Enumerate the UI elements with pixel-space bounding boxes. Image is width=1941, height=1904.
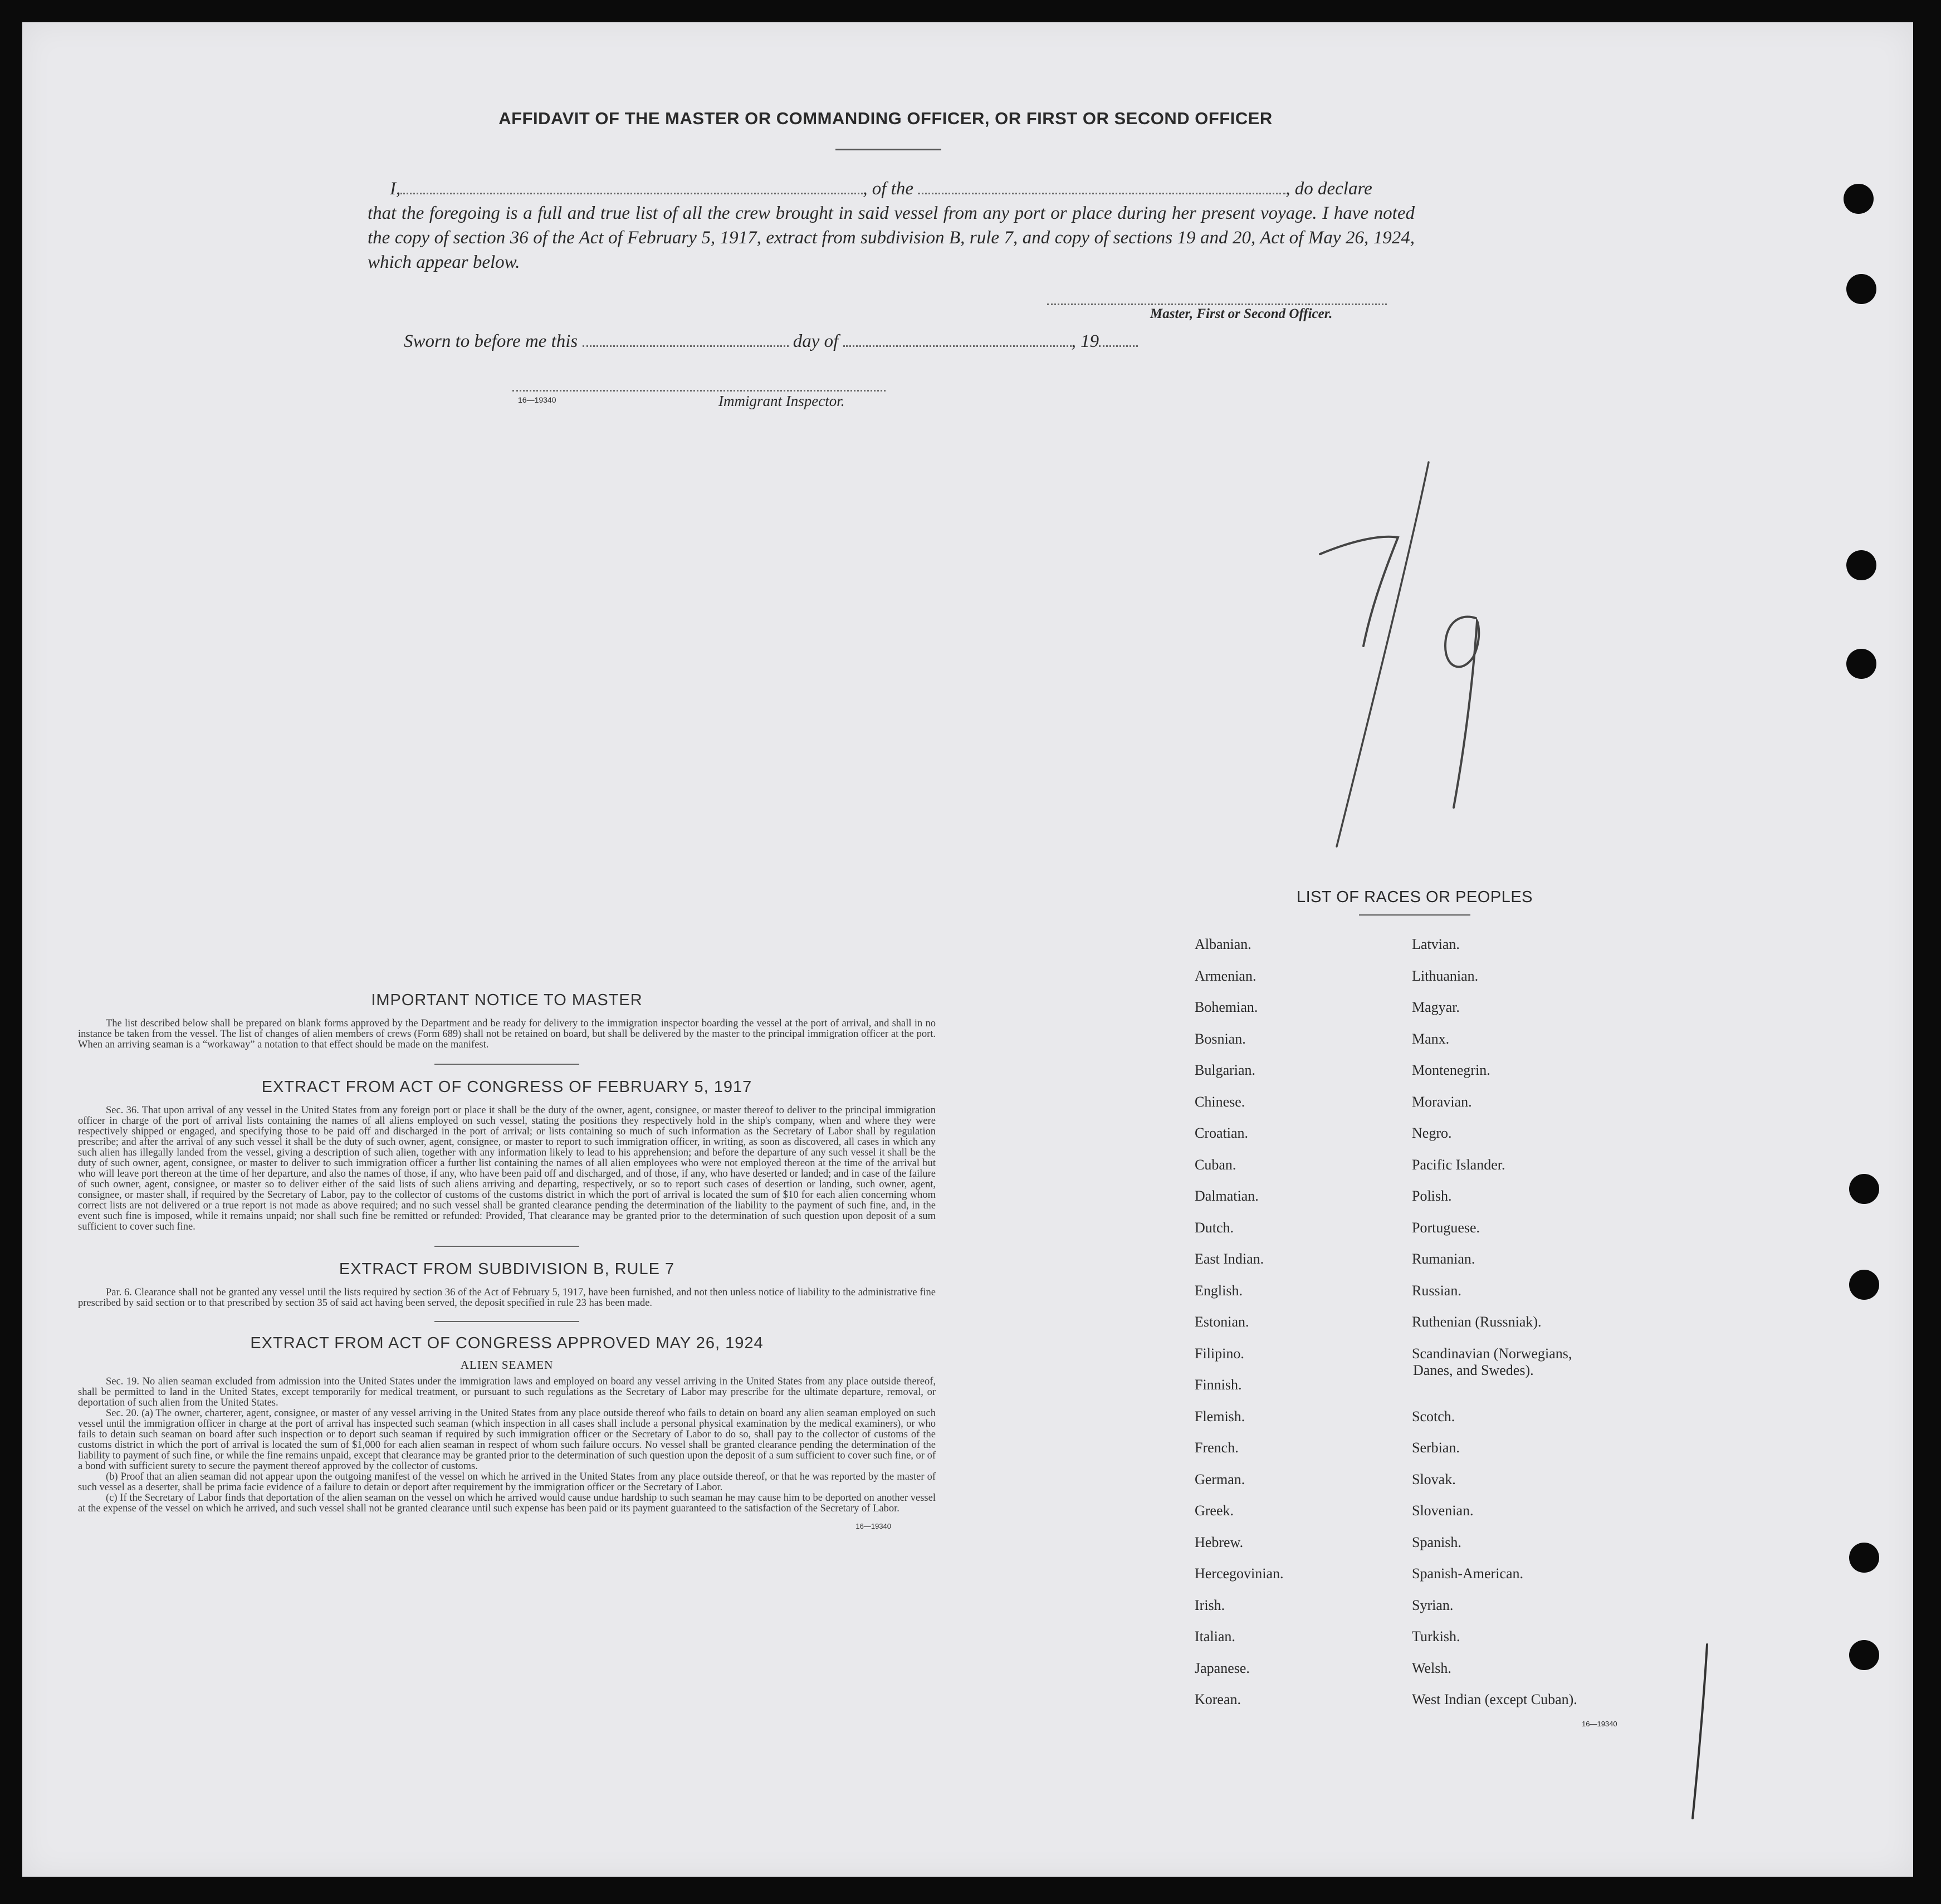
races-title: LIST OF RACES OR PEOPLES [1296,888,1533,906]
race-item: Chinese. [1195,1093,1245,1110]
race-item: French. [1195,1440,1239,1456]
race-item: Bosnian. [1195,1030,1246,1047]
race-item: Spanish-American. [1412,1565,1524,1582]
form-code: 16—19340 [518,395,556,404]
race-item: Latvian. [1412,936,1460,952]
race-item: East Indian. [1195,1251,1264,1267]
race-item: Bulgarian. [1195,1062,1256,1078]
races-right-column [1412,936,1577,1723]
inspector-signature-line[interactable] [512,390,886,391]
section-20b: (b) Proof that an alien seaman did not appear upon the outgoing manifest of the vessel on which he arrived in the United States from any place outside thereof, or that he was reported by the master of such vessel as a deserter, shall be prima facie evidence of a failure to detain or deport after requirement by the immigration officer or the Secretary of Labor. [78,1471,936,1493]
affidavit-of-the: , of the [863,179,913,199]
race-item: Ruthenian (Russniak). [1412,1314,1542,1330]
extract-1924-text [78,1377,936,1514]
race-item: Albanian. [1195,936,1251,952]
inspector-label: Immigrant Inspector. [718,393,845,409]
sworn-month-field[interactable] [843,345,1072,347]
race-item: Hercegovinian. [1195,1565,1284,1582]
race-item: Cuban. [1195,1156,1236,1173]
divider [434,1064,579,1065]
extract-1917-text [78,1105,936,1232]
races-list [1164,888,1665,1728]
race-item: Danes, and Swedes). [1413,1362,1534,1378]
race-item: West Indian (except Cuban). [1412,1691,1577,1707]
race-item: Japanese. [1195,1660,1250,1676]
race-item: Irish. [1195,1597,1225,1613]
sworn-day-field[interactable] [583,345,789,347]
races-left-column [1195,936,1284,1723]
race-item: Rumanian. [1412,1251,1475,1267]
race-item: Serbian. [1412,1440,1460,1456]
section-20c: (c) If the Secretary of Labor finds that deportation of the alien seaman on the vessel on which he arrived would cause undue hardship to such seaman he may cause him to be deported on another vessel at the expense of the vessel on which he arrived, and such vessel shall not be granted clearance until such expense has been paid or its payment guaranteed to the satisfaction of the Secretary of Labor. [78,1492,936,1514]
race-item: Flemish. [1195,1408,1245,1425]
punch-hole [1849,1640,1879,1670]
affidavit-i: I, [390,179,401,199]
race-item: Finnish. [1195,1377,1242,1393]
affidavit-title: AFFIDAVIT OF THE MASTER OR COMMANDING OFFICER, OR FIRST OR SECOND OFFICER [498,109,1273,128]
punch-hole [1844,184,1874,214]
race-item: Scandinavian (Norwegians, [1412,1345,1572,1362]
affidavit-declare: , do declare [1285,179,1372,199]
punch-hole [1849,1174,1879,1204]
form-code: 16—19340 [1582,1720,1617,1728]
race-item: English. [1195,1282,1243,1299]
handwritten-fraction [1303,446,1537,869]
vessel-field[interactable] [918,193,1285,194]
punch-hole [1846,649,1876,679]
race-item: Magyar. [1412,999,1460,1015]
race-item: Scotch. [1412,1408,1455,1425]
race-item: Montenegrin. [1412,1062,1490,1078]
notice-title: IMPORTANT NOTICE TO MASTER [371,991,643,1009]
race-item: Dalmatian. [1195,1188,1259,1204]
race-item: Lithuanian. [1412,967,1479,984]
alien-seamen-subtitle: ALIEN SEAMEN [460,1358,554,1372]
sworn-year-field[interactable] [1099,345,1138,347]
race-item: Filipino. [1195,1345,1244,1362]
race-item: Moravian. [1412,1093,1472,1110]
sworn-prefix: Sworn to before me this [404,331,578,351]
paragraph-6: Par. 6. Clearance shall not be granted any vessel until the lists required by section 36 of the Act of February 5, 1917, have been furnished, and not then unless notice of liability to the administrative fine prescribed by said section or to that prescribed by section 35 of said act having been served, the deposit specified in rule 23 has been made. [78,1287,936,1309]
notice-text [78,1019,936,1050]
form-code: 16—19340 [855,1522,891,1530]
name-field[interactable] [400,193,863,194]
race-item: German. [1195,1471,1245,1487]
section-19: Sec. 19. No alien seaman excluded from admission into the United States under the immigration laws and employed on board any vessel arriving in the United States from any place outside thereof, shall be permitted to land in the United States, except temporarily for medical treatment, or pursuant to such regulations as the Secretary of Labor may prescribe for the ultimate departure, removal, or deportation of such alien from the United States. [78,1376,936,1408]
section-20a: Sec. 20. (a) The owner, charterer, agent, consignee, or master of any vessel arriving in the United States from any place outside thereof who fails to detain on board any alien seaman employed on such vessel until the immigration officer in charge at the port of arrival has inspected such seaman (which inspection in all cases shall include a personal physical examination by the medical examiners), or who fails to detain such seaman on board after such inspection or to deport such seaman if required by such immigration officer or the Secretary of Labor to do so, shall pay to the collector of customs of the customs district in which the port of arrival is located the sum of $1,000 for each alien seaman in respect of whom such failure occurs. No vessel shall be granted clearance pending the determination of the liability to payment of such fine, or while the fine remains unpaid, except that clearance may be granted prior to the determination of such question upon the deposit of a sum sufficient to cover such fine, or of a bond with sufficient surety to secure the payment thereof approved by the collector of customs. [78,1408,936,1472]
punch-hole [1849,1270,1879,1300]
divider [835,149,941,150]
section-36: Sec. 36. That upon arrival of any vessel in the United States from any foreign port or place it shall be the duty of the owner, agent, consignee, or master thereof to deliver to the principal immigration officer in charge of the port of arrival lists containing the names of all aliens employed on such vessel, stating the positions they respectively hold in the ship's company, when and where they were respectively shipped or engaged, and specifying those to be paid off and discharged in the port of arrival; or lists containing so much of such information as the Secretary of Labor shall by regulation prescribe; and after the arrival of any such vessel it shall be the duty of such owner, agent, consignee, or master to report to such immigration officer, in writing, as soon as discovered, all cases in which any such alien has illegally landed from the vessel, giving a description of such alien, together with any information likely to lead to his apprehension; and before the departure of any such vessel it shall be the duty of such owner, agent, consignee, or master to deliver to such immigration officer a further list containing the names of all alien employees who were not employed thereon at the time of the arrival but who will leave port thereon at the time of her departure, and also the names of those, if any, who have been paid off and discharged, and of those, if any, who have deserted or landed; and in case of the failure of such owner, agent, consignee, or master so to deliver either of the said lists of such aliens arriving and departing, respectively, or so to report such cases of desertion or landing, such owner, agent, consignee, or master shall, if required by the Secretary of Labor, pay to the collector of customs of the customs district in which the port of arrival is located the sum of $10 for each alien concerning whom correct lists are not delivered or a true report is not made as above required; and no such vessel shall be granted clearance pending the determination of the liability to the payment of such fine, and, in the event such fine is imposed, while it remains unpaid; nor shall such fine be remitted or refunded: Provided, That clearance may be granted prior to the determination of such question upon deposit of a sum sufficient to cover such fine. [78,1105,936,1232]
race-item: Welsh. [1412,1660,1451,1676]
race-item: Italian. [1195,1628,1235,1644]
affidavit-body: that the foregoing is a full and true list of all the crew brought in said vessel from any port or place during her present voyage. I have noted the copy of section 36 of the Act of February 5, 1917, extract from subdivision B, rule 7, and copy of sections 19 and 20, Act of May 26, 1924, which appear below. [368,203,1415,272]
extract-1917-title: EXTRACT FROM ACT OF CONGRESS OF FEBRUARY 5, 1917 [261,1078,752,1096]
race-item: Slovenian. [1412,1502,1474,1519]
sworn-line [404,331,1406,352]
race-item: Slovak. [1412,1471,1456,1487]
master-label: Master, First or Second Officer. [1150,306,1333,321]
affidavit-text [368,177,1415,275]
sworn-year: , 19 [1071,331,1099,351]
race-item: Turkish. [1412,1628,1460,1644]
handwritten-tally [1685,1640,1718,1824]
punch-hole [1846,274,1876,304]
race-item: Estonian. [1195,1314,1249,1330]
divider [434,1321,579,1322]
punch-hole [1846,550,1876,580]
divider [434,1246,579,1247]
race-item: Dutch. [1195,1219,1234,1236]
extract-rule7-title: EXTRACT FROM SUBDIVISION B, RULE 7 [339,1260,675,1278]
race-item: Syrian. [1412,1597,1454,1613]
race-item: Polish. [1412,1188,1452,1204]
race-item: Manx. [1412,1030,1450,1047]
extract-1924-title: EXTRACT FROM ACT OF CONGRESS APPROVED MAY 26, 1924 [250,1334,764,1352]
master-signature-line[interactable] [1047,304,1387,305]
race-item: Croatian. [1195,1125,1249,1141]
race-item: Korean. [1195,1691,1241,1707]
punch-hole [1849,1543,1879,1573]
race-item: Portuguese. [1412,1219,1480,1236]
notice-column [78,991,936,1530]
manifest-page [22,22,1913,1877]
race-item: Spanish. [1412,1534,1461,1550]
sworn-day-of: day of [793,331,839,351]
race-item: Negro. [1412,1125,1452,1141]
race-item: Pacific Islander. [1412,1156,1505,1173]
race-item: Russian. [1412,1282,1461,1299]
race-item: Bohemian. [1195,999,1258,1015]
divider [1359,914,1470,916]
race-item: Greek. [1195,1502,1234,1519]
race-item: Armenian. [1195,967,1256,984]
notice-paragraph: The list described below shall be prepared on blank forms approved by the Department and be ready for delivery to the immigration inspector boarding the vessel at the port of arrival, and shall in no instance be taken from the vessel. The list of changes of alien members of crews (Form 689) shall not be retained on board, but shall be delivered by the master to the principal immigration officer at the port. When an arriving seaman is a “workaway” a notation to that effect should be made on the manifest. [78,1018,936,1050]
extract-rule7-text [78,1288,936,1309]
race-item: Hebrew. [1195,1534,1244,1550]
